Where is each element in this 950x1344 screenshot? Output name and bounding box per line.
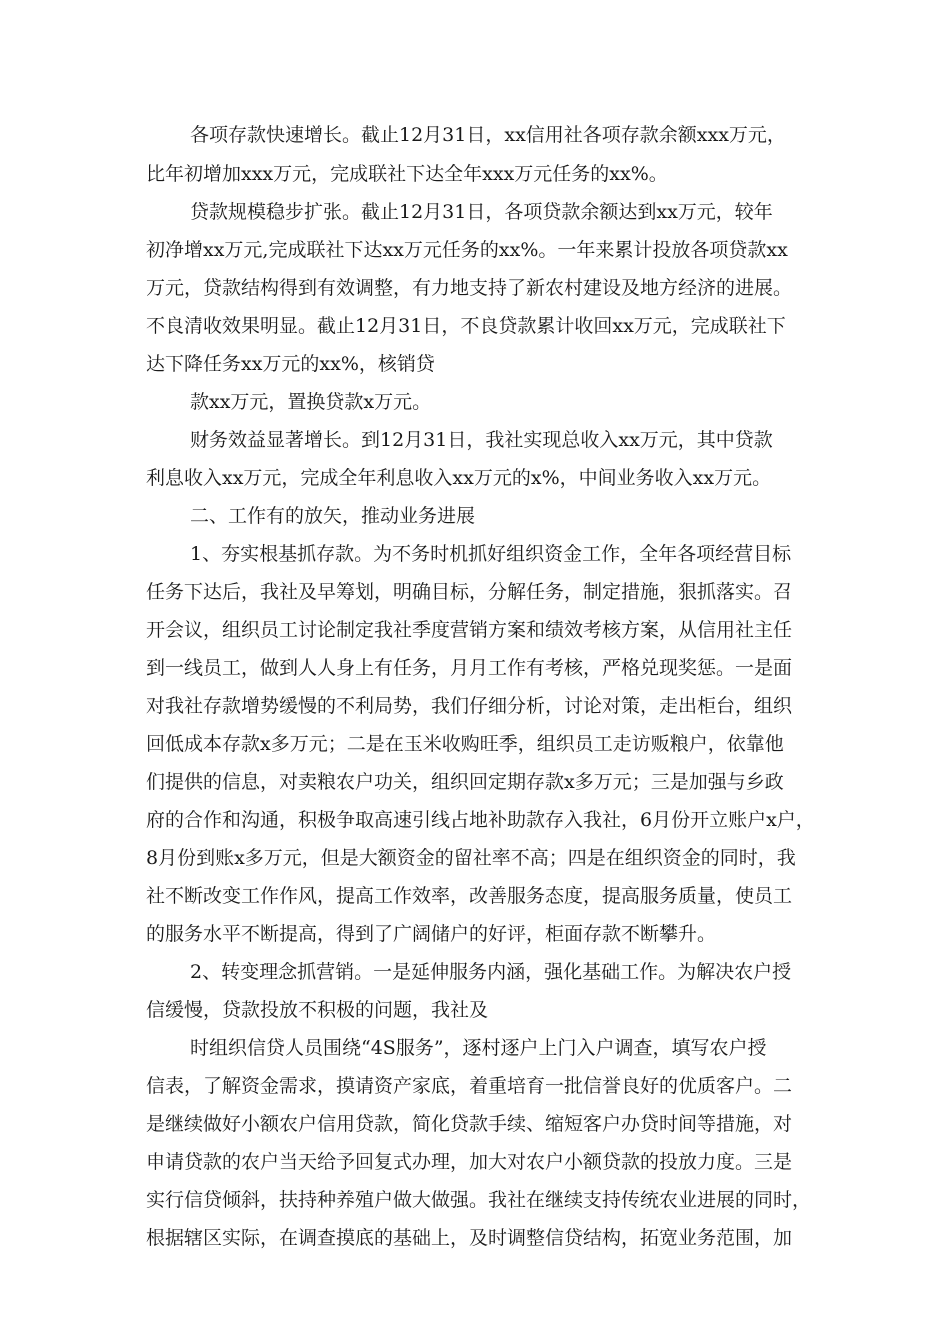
text-line: 是继续做好小额农户信用贷款，简化贷款手续、缩短客户办贷时间等措施，对 [146, 1113, 793, 1135]
text-line: 贷款规模稳步扩张。截止12月31日，各项贷款余额达到xx万元，较年 [190, 201, 773, 223]
text-line: 实行信贷倾斜，扶持种养殖户做大做强。我社在继续支持传统农业进展的同时， [146, 1189, 812, 1211]
text-line: 款xx万元，置换贷款x万元。 [190, 391, 432, 413]
text-line: 万元，贷款结构得到有效调整，有力地支持了新农村建设及地方经济的进展。 [146, 277, 793, 299]
text-line: 府的合作和沟通，积极争取高速引线占地补助款存入我社，6月份开立账户x户， [146, 809, 815, 831]
text-line: 到一线员工，做到人人身上有任务，月月工作有考核，严格兑现奖惩。一是面 [146, 657, 793, 679]
text-line: 社不断改变工作作风，提高工作效率，改善服务态度，提高服务质量，使员工 [146, 885, 793, 907]
section-heading: 二、工作有的放矢，推动业务进展 [190, 505, 476, 527]
text-line: 根据辖区实际，在调查摸底的基础上，及时调整信贷结构，拓宽业务范围，加 [146, 1227, 793, 1249]
text-line: 申请贷款的农户当天给予回复式办理，加大对农户小额贷款的投放力度。三是 [146, 1151, 793, 1173]
text-line: 们提供的信息，对卖粮农户功关，组织回定期存款x多万元；三是加强与乡政 [146, 771, 784, 793]
text-line: 财务效益显著增长。到12月31日，我社实现总收入xx万元，其中贷款 [190, 429, 773, 451]
text-line: 初净增xx万元,完成联社下达xx万元任务的xx%。一年来累计投放各项贷款xx [146, 239, 788, 261]
text-line: 信缓慢，贷款投放不积极的问题，我社及 [146, 999, 489, 1021]
text-line: 时组织信贷人员围绕“4S服务”，逐村逐户上门入户调查，填写农户授 [190, 1037, 767, 1059]
text-line: 利息收入xx万元，完成全年利息收入xx万元的x%，中间业务收入xx万元。 [146, 467, 772, 489]
text-line: 开会议，组织员工讨论制定我社季度营销方案和绩效考核方案，从信用社主任 [146, 619, 793, 641]
text-line: 任务下达后，我社及早筹划，明确目标，分解任务，制定措施，狠抓落实。召 [146, 581, 793, 603]
text-line: 8月份到账x多万元，但是大额资金的留社率不高；四是在组织资金的同时，我 [146, 847, 796, 869]
text-line: 不良清收效果明显。截止12月31日，不良贷款累计收回xx万元，完成联社下 [146, 315, 786, 337]
text-line: 信表，了解资金需求，摸请资产家底，着重培育一批信誉良好的优质客户。二 [146, 1075, 793, 1097]
text-line: 2、转变理念抓营销。一是延伸服务内涵，强化基础工作。为解决农户授 [190, 961, 792, 983]
text-line: 达下降任务xx万元的xx%，核销贷 [146, 353, 435, 375]
text-line: 各项存款快速增长。截止12月31日，xx信用社各项存款余额xxx万元， [190, 124, 786, 146]
text-line: 比年初增加xxx万元，完成联社下达全年xxx万元任务的xx%。 [146, 163, 668, 185]
text-line: 回低成本存款x多万元；二是在玉米收购旺季，组织员工走访贩粮户，依靠他 [146, 733, 784, 755]
text-line: 的服务水平不断提高，得到了广阔储户的好评，柜面存款不断攀升。 [146, 923, 717, 945]
text-line: 对我社存款增势缓慢的不利局势，我们仔细分析，讨论对策，走出柜台，组织 [146, 695, 793, 717]
text-line: 1、夯实根基抓存款。为不务时机抓好组织资金工作，全年各项经营目标 [190, 543, 792, 565]
